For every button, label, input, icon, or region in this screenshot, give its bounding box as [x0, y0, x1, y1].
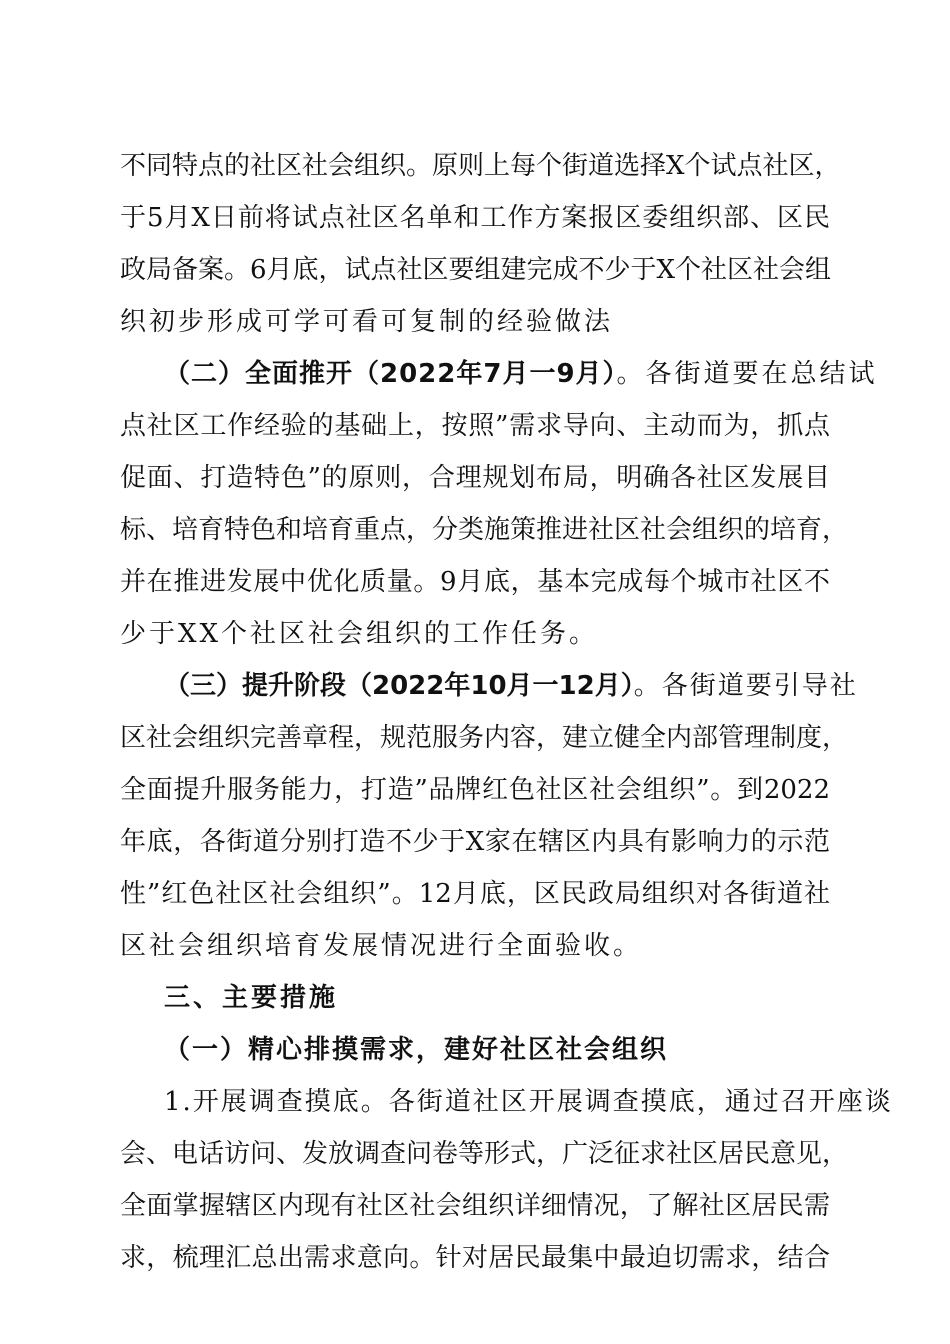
paragraph-survey — [120, 1076, 893, 1284]
text-line: 点社区工作经验的基础上，按照”需求导向、主动而为，抓点 — [120, 411, 830, 441]
text-line: 求，梳理汇总出需求意向。针对居民最集中最迫切需求，结合 — [120, 1243, 830, 1273]
paragraph-upgrade — [120, 660, 858, 972]
text-line: 织初步形成可学可看可复制的经验做法 — [120, 307, 614, 337]
text-line: 会、电话访问、发放调查问卷等形式，广泛征求社区居民意见， — [120, 1139, 849, 1169]
text-line: 全面掌握辖区内现有社区社会组织详细情况，了解社区居民需 — [120, 1191, 830, 1221]
text-line — [120, 348, 878, 400]
text-line: 全面提升服务能力，打造”品牌红色社区社会组织”。到2022 — [120, 775, 830, 805]
text-line: 区社会组织培育发展情况进行全面验收。 — [120, 931, 643, 961]
text-run: 。各街道要在总结试 — [616, 359, 878, 389]
text-line: 政局备案。6月底，试点社区要组建完成不少于X个社区社会组 — [120, 255, 832, 285]
document-page — [120, 140, 893, 1284]
text-line: 不同特点的社区社会组织。原则上每个街道选择X个试点社区， — [120, 151, 841, 181]
paragraph-pilot — [120, 140, 841, 348]
text-line: 少于XX个社区社会组织的工作任务。 — [120, 619, 599, 649]
phase-heading: （三）提升阶段（2022年10月一12月） — [164, 671, 634, 701]
text-line: 1.开展调查摸底。各街道社区开展调查摸底，通过召开座谈 — [164, 1087, 893, 1117]
paragraph-full-rollout — [120, 348, 878, 660]
text-line: 于5月X日前将试点社区名单和工作方案报区委组织部、区民 — [120, 203, 830, 233]
text-line — [120, 660, 858, 712]
section-heading: 三、主要措施 — [164, 983, 339, 1013]
text-line: 并在推进发展中优化质量。9月底，基本完成每个城市社区不 — [120, 567, 830, 597]
subsection-heading: （一）精心排摸需求，建好社区社会组织 — [164, 1035, 669, 1065]
text-line: 性”红色社区社会组织”。12月底，区民政局组织对各街道社 — [120, 879, 830, 909]
text-line: 促面、打造特色”的原则，合理规划布局，明确各社区发展目 — [120, 463, 830, 493]
text-line: 区社会组织完善章程，规范服务内容，建立健全内部管理制度， — [120, 723, 849, 753]
phase-heading: （二）全面推开（2022年7月一9月） — [164, 359, 617, 389]
text-line: 年底，各街道分别打造不少于X家在辖区内具有影响力的示范 — [120, 827, 830, 857]
text-run: 。各街道要引导社 — [633, 671, 858, 701]
text-line: 标、培育特色和培育重点，分类施策推进社区社会组织的培育， — [120, 515, 849, 545]
